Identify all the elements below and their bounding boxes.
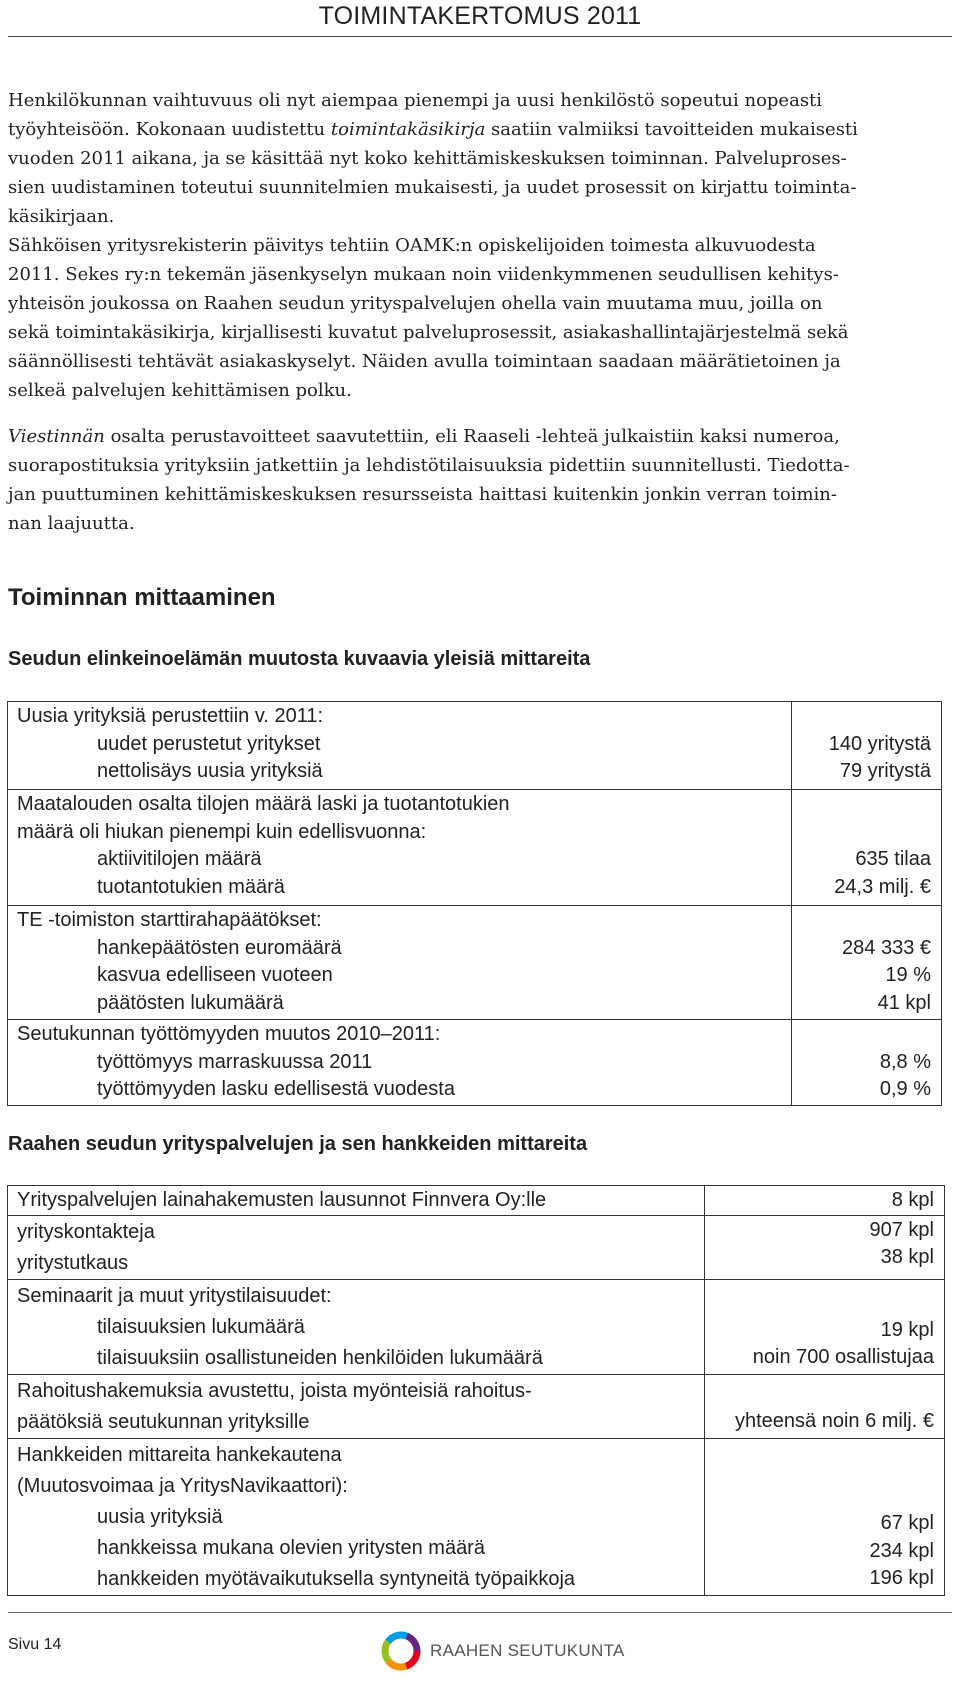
text-run-italic: Viestinnän [8,426,105,447]
row-item: tilaisuuksien lukumäärä [97,1315,305,1338]
row-value: 19 kpl [880,1318,934,1341]
row-item: hankkeissa mukana olevien yritysten määrä [97,1536,485,1559]
row-value: 41 kpl [877,991,931,1014]
footer-divider [8,1612,952,1613]
table-cell-label [8,906,792,1020]
row-value: 284 333 € [842,936,931,959]
row-value: 234 kpl [869,1539,934,1562]
row-label: (Muutosvoimaa ja YritysNavikaattori): [17,1474,348,1497]
row-value: 67 kpl [880,1512,934,1534]
row-value: 140 yritystä [828,732,931,755]
table-row [8,1186,945,1216]
table-row [8,1279,945,1374]
table-cell-value [792,906,942,1020]
row-label: yritystutkaus [17,1251,129,1274]
row-item: nettolisäys uusia yrityksiä [97,760,323,782]
table-cell-value [705,1438,945,1595]
table-cell-label [8,1279,705,1374]
page-number: Sivu 14 [8,1636,62,1653]
table1-heading: Seudun elinkeinoelämän muutosta kuvaavia yleisiä mittareita [8,648,591,670]
row-item: tuotantotukien määrä [97,875,285,898]
row-value: 196 kpl [869,1567,934,1589]
text-run-italic: toimintakäsikirja [330,119,486,140]
row-label: Uusia yrityksiä perustettiin v. 2011: [17,705,324,727]
table-cell-value [705,1374,945,1438]
text-line [8,115,952,144]
row-label: Yrityspalvelujen lainahakemusten lausunnot Finnvera Oy:lle [17,1189,547,1211]
row-label: TE -toimiston starttirahapäätökset: [17,909,322,931]
paragraph-staff [8,86,952,231]
table-row [8,1374,945,1438]
row-value: 79 yritystä [839,760,931,782]
row-label: Seminaarit ja muut yritystilaisuudet: [17,1284,332,1307]
text-line: 2011. Sekes ry:n tekemän jäsenkyselyn mukaan noin viidenkymmenen seudullisen kehitys- [8,264,839,285]
region-logo-icon [380,1630,422,1672]
text-run: osalta perustavoitteet saavutettiin, eli Raaseli -lehteä julkaistiin kaksi numeroa, [104,426,840,447]
table-row [8,790,942,906]
row-label: Seutukunnan työttömyyden muutos 2010–2011: [17,1023,441,1045]
table-cell-label [8,1020,792,1106]
page-header [0,0,960,38]
text-line: sekä toimintakäsikirja, kirjallisesti kuvatut palveluprosessit, asiakashallintajärjestelmä sekä [8,322,849,343]
table-row [8,1215,945,1279]
row-item: aktiivitilojen määrä [97,848,262,870]
row-item: uudet perustetut yritykset [97,732,321,755]
row-item: hankepäätösten euromäärä [97,936,342,959]
row-value: 8,8 % [879,1050,931,1073]
row-label: yrityskontakteja [17,1220,155,1243]
table2-heading: Raahen seudun yrityspalvelujen ja sen hankkeiden mittareita [8,1133,588,1155]
table-cell-label [8,1374,705,1438]
document-title: TOIMINTAKERTOMUS 2011 [318,2,642,30]
table-row [8,906,942,1020]
row-value: 8 kpl [891,1189,934,1211]
table-cell-value [705,1186,945,1216]
text-line: vuoden 2011 aikana, ja se käsittää nyt koko kehittämiskeskuksen toiminnan. Palveluproses- [8,148,847,169]
row-value: noin 700 osallistujaa [752,1346,934,1368]
metrics-table-regional [7,701,942,1106]
text-line: nan laajuutta. [8,513,135,534]
row-item: uusia yrityksiä [97,1505,223,1528]
row-label: Rahoitushakemuksia avustettu, joista myönteisiä rahoitus- [17,1379,532,1402]
text-line: käsikirjaan. [8,206,115,227]
table-cell-label [8,702,792,790]
table-cell-value [792,702,942,790]
row-item: hankkeiden myötävaikutuksella syntyneitä työpaikkoja [97,1567,576,1590]
table-row [8,1438,945,1595]
row-value: yhteensä noin 6 milj. € [734,1410,934,1432]
header-divider [8,36,952,37]
row-label: Hankkeiden mittareita hankekautena [17,1443,342,1466]
row-item: päätösten lukumäärä [97,991,284,1014]
row-value: 19 % [885,964,931,986]
text-line: selkeä palvelujen kehittämisen polku. [8,380,352,401]
paragraph-gap [8,405,952,422]
table-cell-value [705,1215,945,1279]
row-item: työttömyys marraskuussa 2011 [97,1050,373,1073]
metrics-table-services [7,1185,945,1596]
logo-text: RAAHEN SEUTUKUNTA [430,1641,625,1660]
text-line: yhteisön joukossa on Raahen seudun yrityspalvelujen ohella vain muutama muu, joilla on [8,293,823,314]
text-line: suorapostituksia yrityksiin jatkettiin ja lehdistötilaisuuksia pidettiin suunnitellusti. Tiedotta- [8,455,850,476]
row-value: 0,9 % [879,1078,931,1100]
row-item: työttömyyden lasku edellisestä vuodesta [97,1078,455,1100]
table-cell-label [8,790,792,906]
row-item: tilaisuuksiin osallistuneiden henkilöiden lukumäärä [97,1346,543,1369]
paragraph-registry [8,231,952,405]
table-row [8,1020,942,1106]
text-line: säännöllisesti tehtävät asiakaskyselyt. Näiden avulla toimintaan saadaan määrätietoinen ja [8,351,841,372]
text-line: Sähköisen yritysrekisterin päivitys tehtiin OAMK:n opiskelijoiden toimesta alkuvuodesta [8,235,816,256]
table-cell-label [8,1215,705,1279]
row-label: päätöksiä seutukunnan yrityksille [17,1410,310,1433]
text-run: saatiin valmiiksi tavoitteiden mukaisesti [485,119,858,140]
text-line: jan puuttuminen kehittämiskeskuksen resursseista haittasi kuitenkin jonkin verran toimin- [8,484,837,505]
paragraph-communications [8,422,952,538]
table-cell-value [705,1279,945,1374]
text-line [8,422,952,451]
row-value: 38 kpl [880,1246,934,1268]
row-item: kasvua edelliseen vuoteen [97,964,333,986]
table-cell-label [8,1186,705,1216]
section-heading: Toiminnan mittaaminen [8,584,276,611]
table-cell-value [792,790,942,906]
intro-text [8,86,952,538]
table-cell-label [8,1438,705,1595]
table-row [8,702,942,790]
row-value: 24,3 milj. € [834,875,931,898]
text-run: työyhteisöön. Kokonaan uudistettu [8,119,331,140]
table-cell-value [792,1020,942,1106]
row-value: 635 tilaa [855,848,931,870]
row-label: Maatalouden osalta tilojen määrä laski ja tuotantotukien [17,793,510,815]
row-label: määrä oli hiukan pienempi kuin edellisvuonna: [17,820,427,843]
row-value: 907 kpl [869,1218,934,1241]
text-line: Henkilökunnan vaihtuvuus oli nyt aiempaa pienempi ja uusi henkilöstö sopeutui nopeasti [8,90,823,111]
text-line: sien uudistaminen toteutui suunnitelmien mukaisesti, ja uudet prosessit on kirjattu toiminta- [8,177,857,198]
